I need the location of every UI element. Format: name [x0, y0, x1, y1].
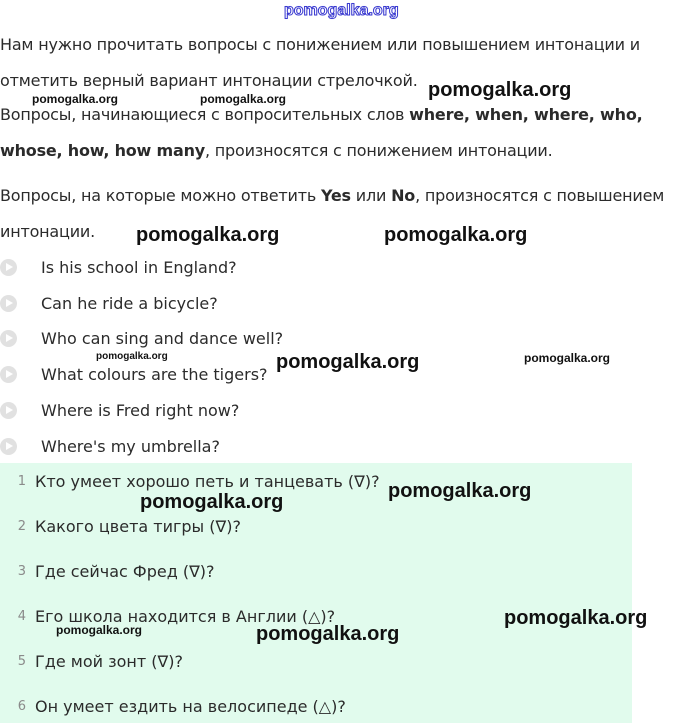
answer-row-5 [0, 646, 183, 676]
watermark: pomogalka.org [388, 480, 532, 502]
answer-text: Его школа находится в Англии (△)? [35, 606, 336, 626]
answer-number: 2 [17, 518, 26, 534]
answer-row-6 [0, 691, 346, 721]
watermark: pomogalka.org [140, 491, 284, 513]
answer-row-2 [0, 511, 241, 541]
play-icon[interactable] [0, 366, 17, 383]
answer-text: Какого цвета тигры (∇)? [35, 516, 241, 536]
question-text: Where is Fred right now? [41, 400, 240, 420]
watermark: pomogalka.org [256, 623, 400, 645]
watermark: pomogalka.org [136, 224, 280, 246]
watermark: pomogalka.org [56, 623, 143, 637]
answer-number: 5 [17, 653, 26, 669]
answer-text: Кто умеет хорошо петь и танцевать (∇)? [35, 471, 380, 491]
instruction-paragraph-3 [0, 178, 680, 250]
play-icon[interactable] [0, 438, 17, 455]
watermark: pomogalka.org [96, 351, 168, 362]
question-words: where, when, where, who, whose, how, how many [0, 105, 643, 160]
instruction-paragraph-2 [0, 97, 680, 169]
question-text: Is his school in England? [41, 257, 237, 277]
question-item-1 [0, 255, 237, 279]
answer-text: Он умеет ездить на велосипеде (△)? [35, 696, 346, 716]
watermark: pomogalka.org [428, 79, 572, 101]
answer-number: 3 [17, 563, 26, 579]
question-item-6 [0, 434, 220, 458]
question-text: What colours are the tigers? [41, 364, 268, 384]
watermark: pomogalka.org [276, 351, 420, 373]
instruction-paragraph-1 [0, 27, 680, 99]
question-item-4 [0, 362, 268, 386]
play-icon[interactable] [0, 402, 17, 419]
answer-text: Где мой зонт (∇)? [35, 651, 183, 671]
watermark: pomogalka.org [32, 92, 119, 106]
instruction-text-2a: Вопросы, начинающиеся с вопросительных слов [0, 105, 405, 124]
watermark: pomogalka.org [200, 92, 287, 106]
answers-panel [0, 463, 632, 723]
no-word: No [391, 186, 416, 205]
question-text: Where's my umbrella? [41, 436, 220, 456]
watermark: pomogalka.org [384, 224, 528, 246]
instruction-text-1: Нам нужно прочитать вопросы с понижением или повышением интонации и отметить верный вариант интонации стрелочкой. [0, 35, 640, 90]
question-text: Can he ride a bicycle? [41, 293, 218, 313]
instruction-text-3b: , произносятся с повышением интонации. [0, 186, 665, 241]
play-icon[interactable] [0, 295, 17, 312]
question-item-3 [0, 326, 283, 350]
instruction-text-3a: Вопросы, на которые можно ответить [0, 186, 317, 205]
play-icon[interactable] [0, 259, 17, 276]
question-item-5 [0, 398, 239, 422]
answer-number: 6 [17, 698, 26, 714]
answer-number: 1 [17, 473, 26, 489]
answer-text: Где сейчас Фред (∇)? [35, 561, 215, 581]
watermark: pomogalka.org [524, 351, 611, 365]
or-word: или [355, 186, 387, 205]
yes-word: Yes [320, 186, 351, 205]
play-icon[interactable] [0, 330, 17, 347]
instruction-text-2b: , произносятся с понижением интонации. [205, 141, 553, 160]
answer-number: 4 [17, 608, 26, 624]
answer-row-3 [0, 556, 215, 586]
watermark-top: pomogalka.org [284, 2, 399, 19]
question-text: Who can sing and dance well? [41, 328, 284, 348]
watermark: pomogalka.org [504, 607, 648, 629]
question-item-2 [0, 291, 218, 315]
